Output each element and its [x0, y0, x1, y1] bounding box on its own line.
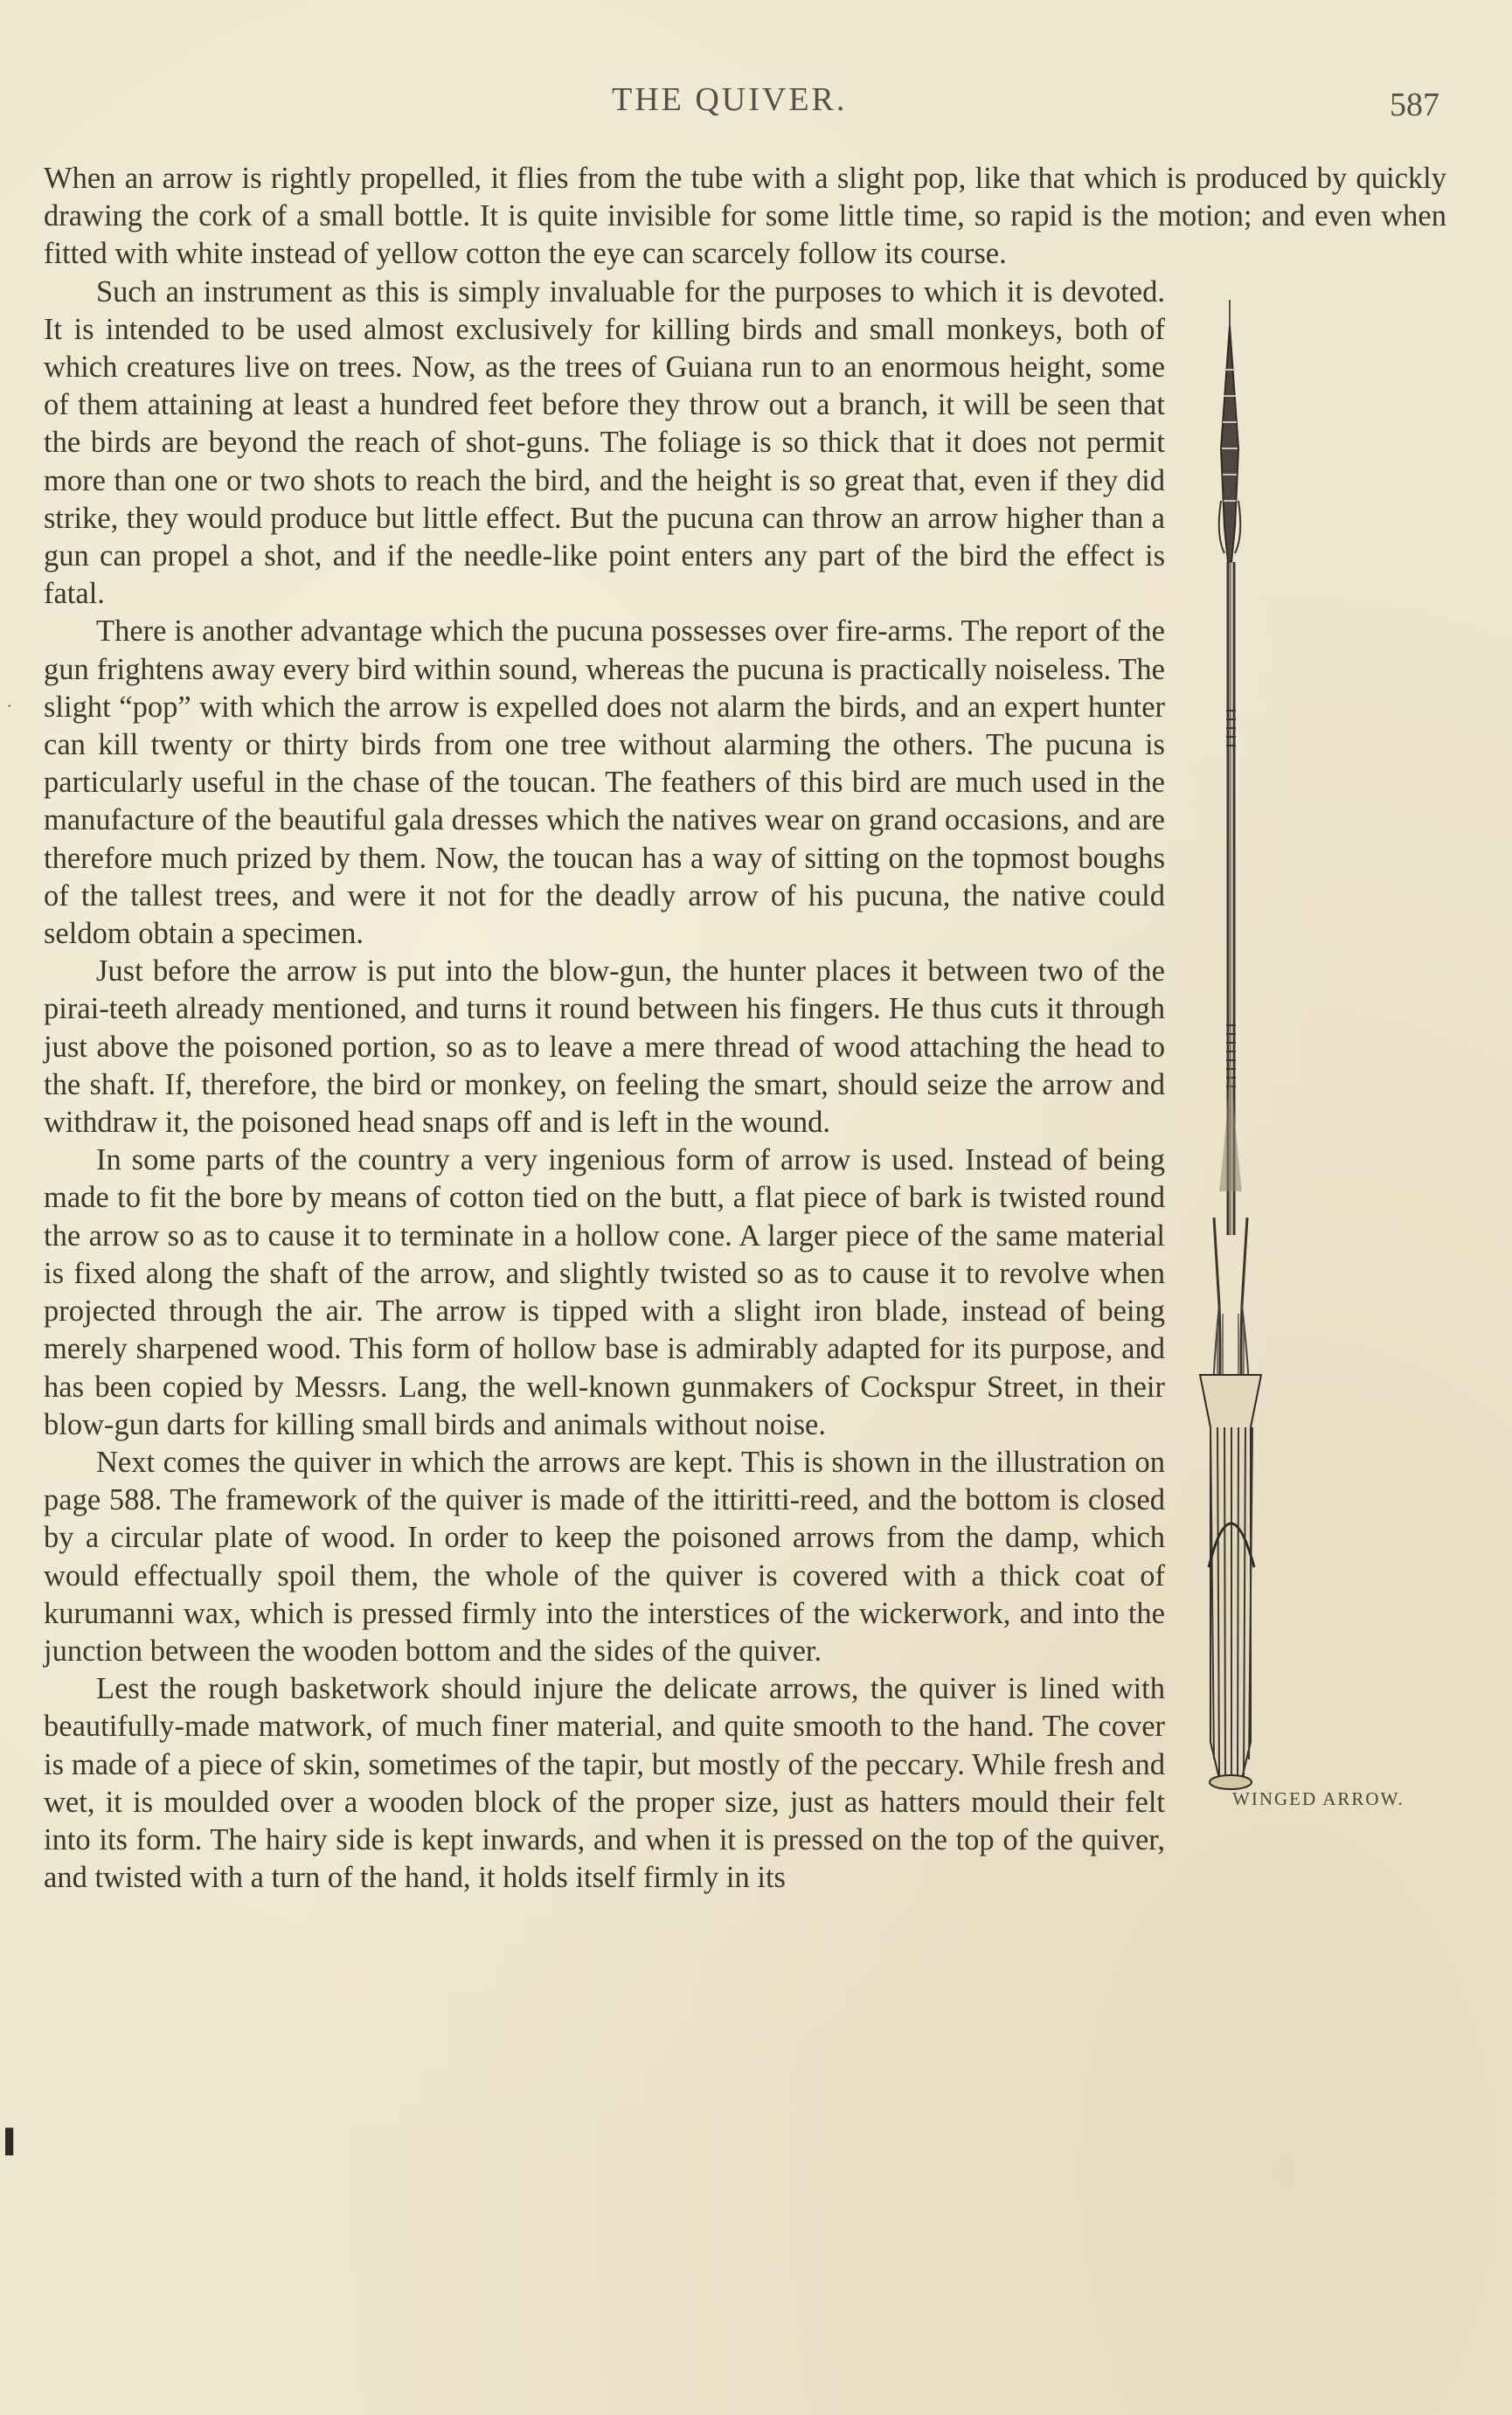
margin-mark-left: ▌: [5, 2128, 22, 2154]
page-number: 587: [1390, 87, 1439, 123]
running-head: [0, 80, 1512, 133]
paragraph-1: When an arrow is rightly propelled, it flies from the tube with a slight pop, like that which is produced by quickly drawing the cork of a small bottle. It is quite invisible for some little time, so rapid is the motion; and even when fitted with white instead of yellow cotton the eye can scarcely follow its course.: [44, 162, 1446, 271]
paragraph-4: Just before the arrow is put into the blow-gun, the hunter places it between two of the pirai-teeth already mentioned, and turns it round between his fingers. He thus cuts it through just above the poisoned portion, so as to leave a mere thread of wood attaching the head to the shaft. If, therefore, the bird or monkey, on feeling the smart, should seize the arrow and withdraw it, the poisoned head snaps off and is left in the wound.: [44, 954, 1165, 1140]
winged-arrow-figure: [1184, 274, 1446, 1895]
paragraph-2: Such an instrument as this is simply invaluable for the purposes to which it is devoted. It is intended to be used almost exclusively for killing birds and small monkeys, both of which creatures live on trees. Now, as the trees of Guiana run to an enormous height, some of them attaining at least a hundred feet before they throw out a branch, it will be seen that the birds are beyond the reach of shot-guns. The foliage is so thick that it does not permit more than one or two shots to reach the bird, and the height is so great that, even if they did strike, they would produce but little effect. But the pucuna can throw an arrow higher than a gun can propel a shot, and if the needle-like point enters any part of the bird the effect is fatal.: [44, 274, 1165, 611]
paragraph-5: In some parts of the country a very ingenious form of arrow is used. Instead of being made to fit the bore by means of cotton tied on the butt, a flat piece of bark is twisted round the arrow so as to cause it to terminate in a hollow cone. A larger piece of the same material is fixed along the shaft of the arrow, and slightly twisted so as to cause it to revolve when projected through the air. The arrow is tipped with a slight iron blade, instead of being merely sharpened wood. This form of hollow base is admirably adapted for its purpose, and has been copied by Messrs. Lang, the well-known gunmakers of Cockspur Street, in their blow-gun darts for killing small birds and animals without noise.: [44, 1143, 1165, 1441]
running-title: THE QUIVER.: [612, 81, 848, 118]
body-text: [44, 160, 1446, 1897]
winged-arrow-icon: [1184, 274, 1446, 1812]
figure-caption: WINGED ARROW.: [1232, 1787, 1404, 1809]
paragraph-7: Lest the rough basketwork should injure the delicate arrows, the quiver is lined with beautifully-made matwork, of much finer material, and quite smooth to the hand. The cover is made of a piece of skin, sometimes of the tapir, but mostly of the peccary. While fresh and wet, it is moulded over a wooden block of the proper size, just as hatters mould their felt into its form. The hairy side is kept inwards, and when it is pressed on the top of the quiver, and twisted with a turn of the hand, it holds itself firmly in its: [44, 1672, 1165, 1895]
paragraph-3: There is another advantage which the pucuna possesses over fire-arms. The report of the gun frightens away every bird within sound, whereas the pucuna is practically noiseless. The slight “pop” with which the arrow is expelled does not alarm the birds, and an expert hunter can kill twenty or thirty birds from one tree without alarming the others. The pucuna is particularly useful in the chase of the toucan. The feathers of this bird are much used in the manufacture of the beautiful gala dresses which the natives wear on grand occasions, and are therefore much prized by them. Now, the toucan has a way of sitting on the topmost boughs of the tallest trees, and were it not for the deadly arrow of his pucuna, the native could seldom obtain a specimen.: [44, 614, 1165, 951]
paragraph-6: Next comes the quiver in which the arrows are kept. This is shown in the illustration on page 588. The framework of the quiver is made of the ittiritti-reed, and the bottom is closed by a circular plate of wood. In order to keep the poisoned arrows from the damp, which would effectually spoil them, the whole of the quiver is covered with a thick coat of kurumanni wax, which is pressed firmly into the interstices of the wickerwork, and into the junction between the wooden bottom and the sides of the quiver.: [44, 1445, 1165, 1668]
margin-dot: ·: [7, 699, 12, 714]
